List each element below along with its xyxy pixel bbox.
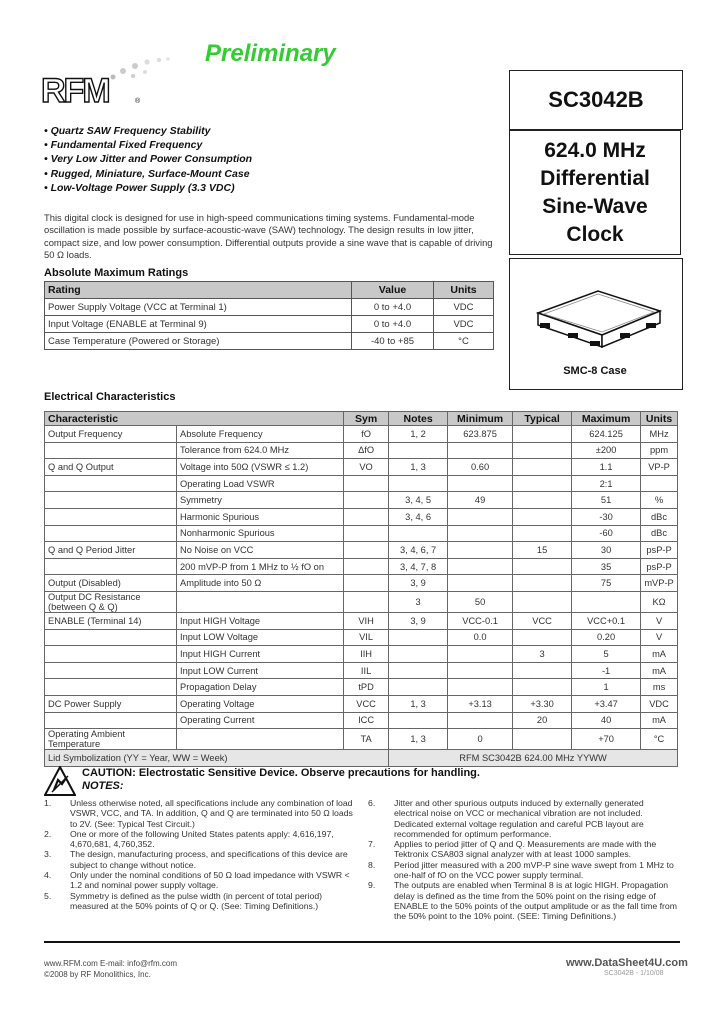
case-label: SMC-8 Case	[563, 365, 627, 377]
table-row	[45, 333, 494, 350]
elec-header: Typical	[513, 412, 572, 426]
cell	[344, 558, 389, 575]
elec-header: Maximum	[572, 412, 641, 426]
cell	[389, 629, 448, 646]
cell: KΩ	[641, 591, 678, 612]
description-line: Clock	[566, 223, 624, 246]
cell	[513, 558, 572, 575]
note-number: 8.	[368, 859, 376, 870]
cell: Output DC Resistance (between Q & Q)	[45, 591, 177, 612]
cell	[45, 712, 177, 729]
description-line: Sine-Wave	[542, 195, 648, 218]
cell: 0 to +4.0	[352, 299, 434, 316]
cell: VCC	[513, 612, 572, 629]
cell: Operating Ambient Temperature	[45, 729, 177, 750]
cell	[389, 442, 448, 459]
cell	[448, 646, 513, 663]
cell: 1, 3	[389, 695, 448, 712]
cell: ENABLE (Terminal 14)	[45, 612, 177, 629]
description-box	[509, 130, 681, 255]
cell: Harmonic Spurious	[177, 508, 344, 525]
cell	[572, 591, 641, 612]
table-row	[45, 475, 678, 492]
cell: Absolute Frequency	[177, 426, 344, 443]
note-number: 4.	[44, 870, 52, 881]
cell	[513, 492, 572, 509]
cell: ΔfO	[344, 442, 389, 459]
note-item	[44, 870, 354, 891]
cell: Nonharmonic Spurious	[177, 525, 344, 542]
cell	[448, 475, 513, 492]
cell: 0.0	[448, 629, 513, 646]
cell: VO	[344, 459, 389, 476]
cell: mVP-P	[641, 575, 678, 592]
table-row	[45, 679, 678, 696]
cell: Voltage into 50Ω (VSWR ≤ 1.2)	[177, 459, 344, 476]
cell: 51	[572, 492, 641, 509]
cell: Output (Disabled)	[45, 575, 177, 592]
table-row	[45, 712, 678, 729]
cell	[448, 679, 513, 696]
note-text: The design, manufacturing process, and specifications of this device are subject to change without notice.	[70, 849, 348, 870]
note-item	[44, 849, 354, 870]
cell: +3.13	[448, 695, 513, 712]
cell	[641, 475, 678, 492]
note-item	[44, 798, 354, 829]
table-row	[45, 442, 678, 459]
cell: Case Temperature (Powered or Storage)	[45, 333, 352, 350]
cell	[513, 426, 572, 443]
logo-text: RFM	[41, 72, 109, 110]
cell: mA	[641, 712, 678, 729]
cell: +3.47	[572, 695, 641, 712]
cell	[513, 591, 572, 612]
elec-header: Minimum	[448, 412, 513, 426]
cell	[45, 525, 177, 542]
lid-label: Lid Symbolization (YY = Year, WW = Week)	[45, 750, 389, 767]
cell: °C	[641, 729, 678, 750]
cell: V	[641, 612, 678, 629]
cell: 3, 4, 7, 8	[389, 558, 448, 575]
cell: 40	[572, 712, 641, 729]
note-item	[44, 829, 354, 850]
abs-max-header: Units	[434, 282, 494, 299]
cell	[389, 712, 448, 729]
table-row	[45, 729, 678, 750]
cell: mA	[641, 646, 678, 663]
cell: Symmetry	[177, 492, 344, 509]
cell: -40 to +85	[352, 333, 434, 350]
feature-list	[44, 124, 252, 195]
table-row	[45, 459, 678, 476]
cell	[513, 575, 572, 592]
note-text: Only under the nominal conditions of 50 Ω load impedance with VSWR < 1.2 and nominal power supply voltage.	[70, 870, 350, 891]
cell: 49	[448, 492, 513, 509]
cell: Input Voltage (ENABLE at Terminal 9)	[45, 316, 352, 333]
cell: TA	[344, 729, 389, 750]
table-row	[45, 612, 678, 629]
feature-item: • Fundamental Fixed Frequency	[44, 138, 252, 152]
feature-item: • Quartz SAW Frequency Stability	[44, 124, 252, 138]
cell	[513, 459, 572, 476]
cell	[45, 629, 177, 646]
cell: +3.30	[513, 695, 572, 712]
cell	[513, 525, 572, 542]
footer-line: www.RFM.com E-mail: info@rfm.com	[44, 959, 178, 968]
cell: VP-P	[641, 459, 678, 476]
cell: Power Supply Voltage (VCC at Terminal 1)	[45, 299, 352, 316]
cell: dBc	[641, 525, 678, 542]
note-text: Symmetry is defined as the pulse width (in percent of total period) measured at the 50% points of Q or Q. (See: Timing Definitions.)	[70, 890, 323, 911]
lid-value: RFM SC3042B 624.00 MHz YYWW	[389, 750, 678, 767]
table-row	[45, 591, 678, 612]
footer-contact	[44, 958, 177, 980]
cell: -30	[572, 508, 641, 525]
cell: 3, 4, 6	[389, 508, 448, 525]
note-number: 6.	[368, 798, 376, 808]
cell	[448, 542, 513, 559]
cell: 3, 4, 6, 7	[389, 542, 448, 559]
cell: 3	[389, 591, 448, 612]
note-item	[368, 839, 680, 860]
note-item	[368, 880, 680, 921]
note-number: 1.	[44, 798, 52, 808]
cell	[448, 508, 513, 525]
cell: 75	[572, 575, 641, 592]
cell: tPD	[344, 679, 389, 696]
esd-warning-icon	[44, 766, 76, 796]
cell	[45, 475, 177, 492]
cell: Input LOW Voltage	[177, 629, 344, 646]
caution-text: CAUTION: Electrostatic Sensitive Device. Observe precautions for handling.	[82, 767, 480, 779]
cell	[344, 542, 389, 559]
cell: 3, 9	[389, 575, 448, 592]
cell: VDC	[434, 316, 494, 333]
notes-title: NOTES:	[82, 780, 124, 792]
cell	[389, 475, 448, 492]
cell	[389, 646, 448, 663]
cell	[177, 591, 344, 612]
cell: 15	[513, 542, 572, 559]
cell: Propagation Delay	[177, 679, 344, 696]
note-item	[44, 891, 354, 912]
part-number-box	[509, 70, 683, 130]
cell: +70	[572, 729, 641, 750]
logo-dots-icon	[105, 52, 175, 82]
table-row	[45, 426, 678, 443]
note-number: 7.	[368, 839, 376, 850]
cell: V	[641, 629, 678, 646]
cell	[513, 629, 572, 646]
cell: mA	[641, 662, 678, 679]
cell: 0	[448, 729, 513, 750]
cell: -60	[572, 525, 641, 542]
cell	[513, 662, 572, 679]
note-text: Period jitter measured with a 200 mVP-P sine wave swept from 1 MHz to one-half of fO on the VCC power supply terminal.	[394, 859, 674, 881]
abs-max-header: Rating	[45, 282, 352, 299]
cell: -1	[572, 662, 641, 679]
elec-header: Notes	[389, 412, 448, 426]
cell: 50	[448, 591, 513, 612]
table-row	[45, 662, 678, 679]
intro-paragraph: This digital clock is designed for use in high-speed communications timing systems. Fundamental-mode oscillation is made possible by surface-acoustic-wave (SAW) technology. The design results in low jitter, compact size, and low power consumption. Differential outputs provide a sine wave that is capable of driving 50 Ω loads.	[44, 212, 493, 260]
abs-max-header: Value	[352, 282, 434, 299]
cell: VIL	[344, 629, 389, 646]
notes-left-column	[44, 798, 354, 911]
cell: 35	[572, 558, 641, 575]
cell: 3, 4, 5	[389, 492, 448, 509]
cell: 3	[513, 646, 572, 663]
cell: Output Frequency	[45, 426, 177, 443]
part-number: SC3042B	[548, 87, 644, 112]
cell: 1, 2	[389, 426, 448, 443]
cell: ppm	[641, 442, 678, 459]
description-line: 624.0 MHz	[544, 139, 646, 162]
table-row	[45, 558, 678, 575]
table-row	[45, 575, 678, 592]
cell: Operating Current	[177, 712, 344, 729]
cell	[344, 591, 389, 612]
cell: 623.875	[448, 426, 513, 443]
note-number: 5.	[44, 890, 52, 901]
cell: °C	[434, 333, 494, 350]
cell	[448, 442, 513, 459]
cell: ±200	[572, 442, 641, 459]
cell: Input LOW Current	[177, 662, 344, 679]
cell	[448, 525, 513, 542]
cell: VCC+0.1	[572, 612, 641, 629]
feature-item: • Very Low Jitter and Power Consumption	[44, 152, 252, 166]
preliminary-label: Preliminary	[205, 40, 336, 67]
cell: 2:1	[572, 475, 641, 492]
cell: No Noise on VCC	[177, 542, 344, 559]
cell: 0.20	[572, 629, 641, 646]
table-row	[45, 299, 494, 316]
elec-header: Units	[641, 412, 678, 426]
cell: 200 mVP-P from 1 MHz to ½ fO on	[177, 558, 344, 575]
cell: VDC	[434, 299, 494, 316]
cell: VIH	[344, 612, 389, 629]
cell: Q and Q Output	[45, 459, 177, 476]
cell: MHz	[641, 426, 678, 443]
lid-row	[45, 750, 678, 767]
table-row	[45, 492, 678, 509]
table-row	[45, 542, 678, 559]
cell	[344, 475, 389, 492]
elec-title: Electrical Characteristics	[44, 391, 176, 403]
footer-watermark[interactable]: www.DataSheet4U.com	[566, 957, 688, 969]
elec-header: Characteristic	[45, 412, 344, 426]
footer-page: SC3042B - 1/10/08	[604, 970, 664, 977]
cell	[177, 729, 344, 750]
cell: VDC	[641, 695, 678, 712]
note-number: 3.	[44, 849, 52, 860]
cell	[45, 646, 177, 663]
cell	[45, 662, 177, 679]
note-number: 2.	[44, 828, 52, 839]
cell: fO	[344, 426, 389, 443]
cell: 0 to +4.0	[352, 316, 434, 333]
cell: Q and Q Period Jitter	[45, 542, 177, 559]
cell: DC Power Supply	[45, 695, 177, 712]
cell	[45, 508, 177, 525]
cell: 0.60	[448, 459, 513, 476]
table-row	[45, 646, 678, 663]
table-row	[45, 695, 678, 712]
cell	[344, 525, 389, 542]
logo-registered: ®	[135, 98, 141, 105]
cell	[513, 679, 572, 696]
cell: 1, 3	[389, 729, 448, 750]
note-text: One or more of the following United States patents apply: 4,616,197, 4,670,681, 4,760,352.	[70, 828, 334, 850]
cell: psP-P	[641, 542, 678, 559]
cell: 3, 9	[389, 612, 448, 629]
cell: 624.125	[572, 426, 641, 443]
cell: %	[641, 492, 678, 509]
table-row	[45, 525, 678, 542]
note-item	[368, 798, 680, 839]
cell: 30	[572, 542, 641, 559]
cell	[389, 662, 448, 679]
cell: VCC	[344, 695, 389, 712]
cell	[513, 729, 572, 750]
description-line: Differential	[540, 167, 650, 190]
table-row	[45, 629, 678, 646]
elec-header: Sym	[344, 412, 389, 426]
cell	[389, 679, 448, 696]
cell: Input HIGH Voltage	[177, 612, 344, 629]
cell: 5	[572, 646, 641, 663]
note-text: Unless otherwise noted, all specifications include any combination of load VSWR, VCC, and TA. In addition, Q and Q are terminated into 50 Ω loads to 2V. (See: Typical Test Circuit.)	[70, 798, 353, 829]
cell: Tolerance from 624.0 MHz	[177, 442, 344, 459]
cell: Input HIGH Current	[177, 646, 344, 663]
cell	[448, 558, 513, 575]
cell	[448, 662, 513, 679]
cell: IIH	[344, 646, 389, 663]
cell	[45, 679, 177, 696]
cell: ICC	[344, 712, 389, 729]
cell	[45, 442, 177, 459]
note-number: 9.	[368, 880, 376, 891]
notes-right-column	[368, 798, 680, 922]
cell	[448, 712, 513, 729]
cell	[513, 508, 572, 525]
cell: dBc	[641, 508, 678, 525]
cell: 1.1	[572, 459, 641, 476]
note-text: The outputs are enabled when Terminal 8 is at logic HIGH. Propagation delay is defined as the time from the 50% point on the rising edge of ENABLE to the 50% points of the output amplitude or as the fall time from the 50% point to the 10% point. (SEE: Timing Definitions.)	[394, 880, 677, 922]
abs-max-title: Absolute Maximum Ratings	[44, 267, 189, 279]
cell: VCC-0.1	[448, 612, 513, 629]
cell	[513, 442, 572, 459]
cell: Operating Voltage	[177, 695, 344, 712]
cell	[45, 558, 177, 575]
cell: 1, 3	[389, 459, 448, 476]
cell: 1	[572, 679, 641, 696]
footer-rule	[44, 941, 680, 943]
cell: psP-P	[641, 558, 678, 575]
note-item	[368, 860, 680, 881]
table-row	[45, 316, 494, 333]
footer-line: ©2008 by RF Monolithics, Inc.	[44, 970, 151, 979]
table-row	[45, 508, 678, 525]
cell	[344, 575, 389, 592]
note-text: Jitter and other spurious outputs induced by externally generated electrical noise on VCC or mechanical vibration are not included. Dedicated external voltage regulation and careful PCB layout are recommended for optimum performance.	[394, 798, 644, 839]
cell: 20	[513, 712, 572, 729]
cell	[513, 475, 572, 492]
cell: Operating Load VSWR	[177, 475, 344, 492]
cell	[45, 492, 177, 509]
feature-item: • Low-Voltage Power Supply (3.3 VDC)	[44, 181, 252, 195]
elec-table	[44, 411, 678, 767]
cell: Amplitude into 50 Ω	[177, 575, 344, 592]
abs-max-table	[44, 281, 494, 350]
smc8-case-icon	[510, 259, 682, 364]
cell	[389, 525, 448, 542]
cell	[448, 575, 513, 592]
feature-item: • Rugged, Miniature, Surface-Mount Case	[44, 167, 252, 181]
cell: IIL	[344, 662, 389, 679]
note-text: Applies to period jitter of Q and Q. Measurements are made with the Tektronix CSA803 signal analyzer with at least 1000 samples.	[394, 839, 657, 860]
cell	[344, 508, 389, 525]
cell: ms	[641, 679, 678, 696]
cell	[344, 492, 389, 509]
